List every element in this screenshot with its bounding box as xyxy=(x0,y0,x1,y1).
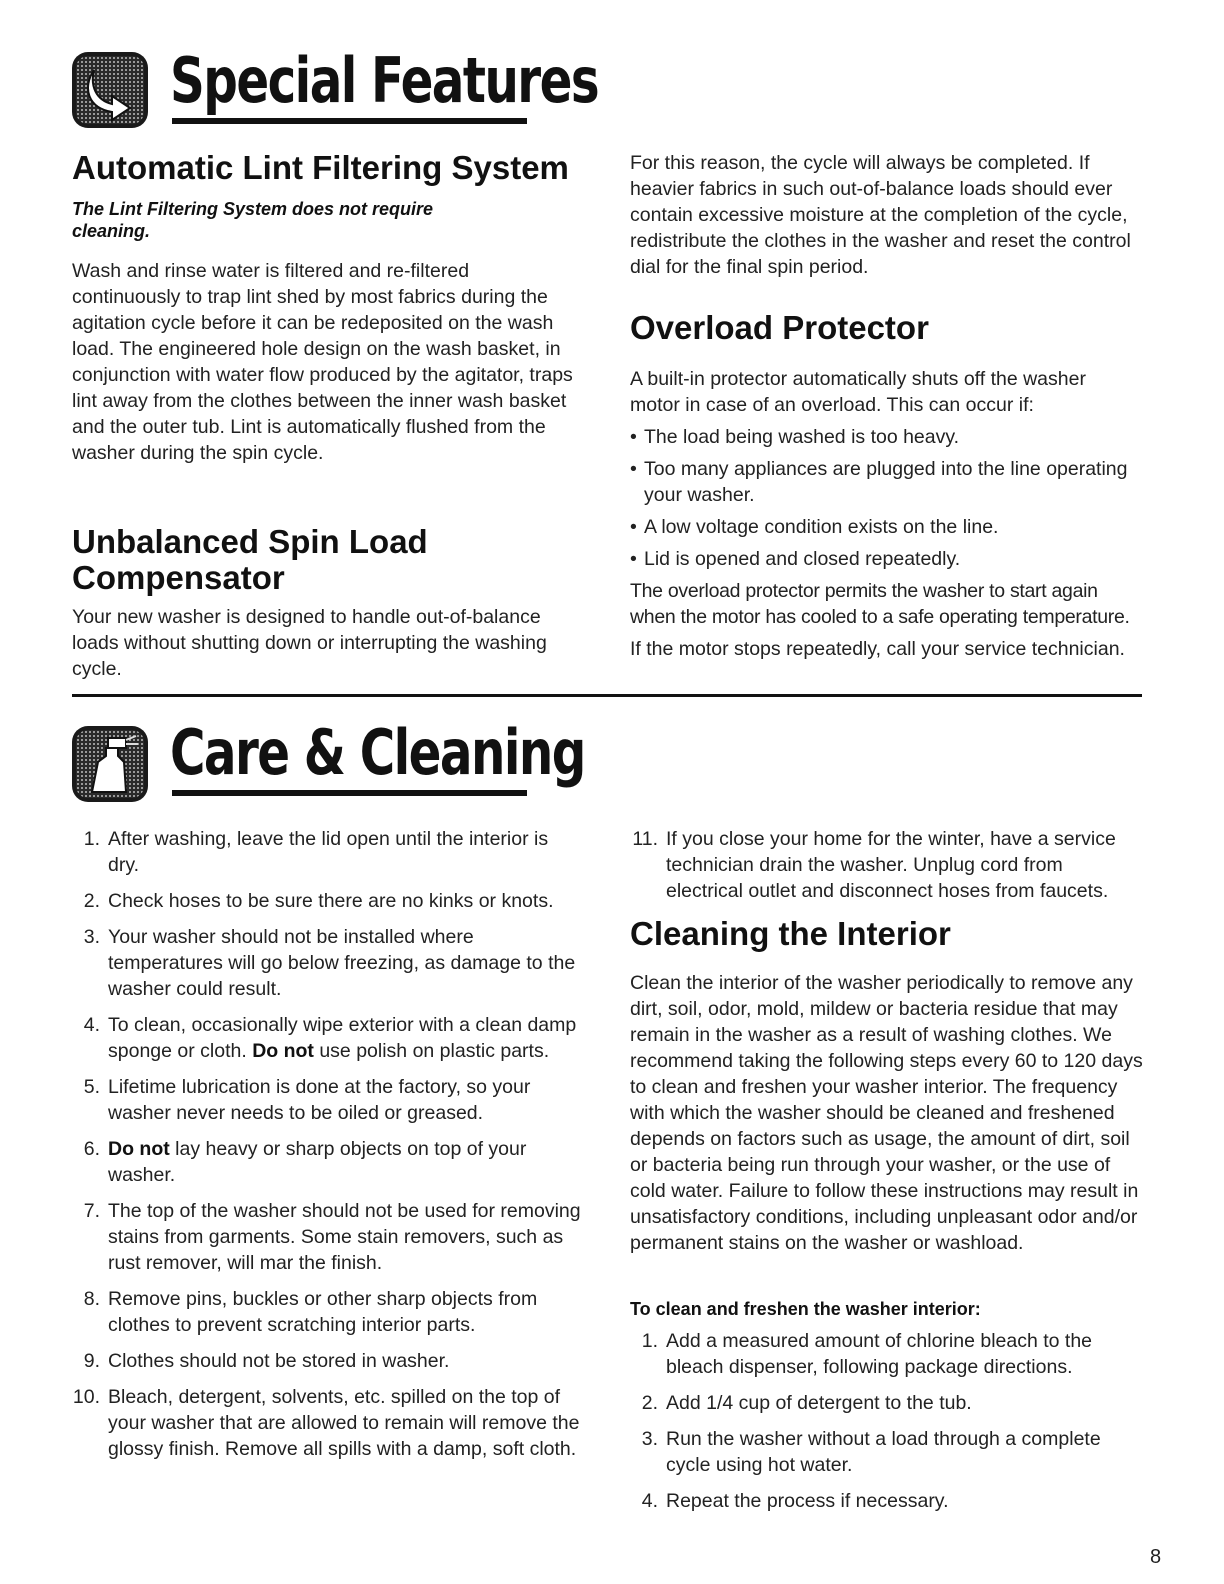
lint-heading: Automatic Lint Filtering System xyxy=(72,149,569,186)
special-features-title: Special Features xyxy=(170,44,599,117)
list-item: 11. If you close your home for the winter, have a service technician drain the washer. Unplug cord from electrical outlet and disconnect hoses from faucets. xyxy=(632,828,1116,902)
care-list-left xyxy=(72,826,582,1472)
overload-intro: A built-in protector automatically shuts off the washer motor in case of an overload. This can occur if: xyxy=(630,368,1086,416)
interior-steps-label: To clean and freshen the washer interior: xyxy=(630,1299,981,1319)
overload-service: If the motor stops repeatedly, call your service technician. xyxy=(630,638,1125,660)
care-cleaning-title: Care & Cleaning xyxy=(170,716,585,789)
section-divider xyxy=(72,694,1142,697)
list-item: 4. To clean, occasionally wipe exterior with a clean damp sponge or cloth. Do not use polish on plastic parts. xyxy=(83,1014,577,1062)
interior-heading: Cleaning the Interior xyxy=(630,915,951,952)
list-item: • Lid is opened and closed repeatedly. xyxy=(630,546,1135,572)
spray-bottle-icon xyxy=(72,726,148,802)
list-item: 2. Add 1/4 cup of detergent to the tub. xyxy=(641,1392,972,1414)
list-item: 3. Run the washer without a load through a complete cycle using hot water. xyxy=(641,1428,1101,1476)
list-item: 10. Bleach, detergent, solvents, etc. spilled on the top of your washer that are allowed to remain will remove the glossy finish. Remove all spills with a damp, soft cloth. xyxy=(72,1386,580,1460)
overload-restart: The overload protector permits the washer to start again when the motor has cooled to a safe operating temperature. xyxy=(630,580,1130,628)
list-item: 3. Your washer should not be installed where temperatures will go below freezing, as damage to the washer could result. xyxy=(83,926,576,1000)
overload-heading: Overload Protector xyxy=(630,309,929,346)
page-number: 8 xyxy=(1150,1546,1162,1568)
list-item: 7. The top of the washer should not be used for removing stains from garments. Some stain removers, such as rust remover, will mar the finish. xyxy=(83,1200,581,1274)
special-features-rule xyxy=(172,118,527,124)
lint-body: Wash and rinse water is filtered and re-filtered continuously to trap lint shed by most fabrics during the agitation cycle before it can be redeposited on the wash load. The engineered hole design on the wash basket, in conjunction with water flow produced by the agitator, traps lint away from the clothes between the inner wash basket and the outer tub. Lint is automatically flushed from the washer during the spin cycle. xyxy=(72,260,573,464)
list-item: 5. Lifetime lubrication is done at the factory, so your washer never needs to be oiled or greased. xyxy=(83,1076,531,1124)
list-item: 9. Clothes should not be stored in washer. xyxy=(83,1350,450,1372)
list-item: 1. Add a measured amount of chlorine bleach to the bleach dispenser, following package directions. xyxy=(641,1330,1093,1378)
care-list-right xyxy=(630,826,1145,914)
list-item: • The load being washed is too heavy. xyxy=(630,424,1135,450)
list-item: • Too many appliances are plugged into the line operating your washer. xyxy=(630,456,1135,508)
interior-steps-list xyxy=(630,1328,1145,1524)
lint-subhead: The Lint Filtering System does not require cleaning. xyxy=(72,199,434,241)
unbalanced-body-continued: For this reason, the cycle will always be completed. If heavier fabrics in such out-of-balance loads should ever contain excessive moisture at the completion of the cycle, redistribute the clothes in the washer and reset the control dial for the final spin period. xyxy=(630,152,1131,278)
arrow-icon xyxy=(72,52,148,128)
list-item: 1. After washing, leave the lid open until the interior is dry. xyxy=(83,828,549,876)
overload-conditions-list xyxy=(630,424,1135,578)
care-cleaning-rule xyxy=(172,790,527,796)
unbalanced-body: Your new washer is designed to handle out-of-balance loads without shutting down or interrupting the washing cycle. xyxy=(72,606,547,680)
list-item: 2. Check hoses to be sure there are no kinks or knots. xyxy=(83,890,554,912)
list-item: 6. Do not lay heavy or sharp objects on top of your washer. xyxy=(83,1138,527,1186)
list-item: 4. Repeat the process if necessary. xyxy=(641,1490,949,1512)
interior-body: Clean the interior of the washer periodically to remove any dirt, soil, odor, mold, mildew or bacteria residue that may remain in the washer as a result of washing clothes. We recommend taking the following steps every 60 to 120 days to clean and freshen your washer interior. The frequency with which the washer should be cleaned and freshened depends on factors such as usage, the amount of dirt, soil or bacteria being run through your washer, or the use of cold water. Failure to follow these instructions may result in unsatisfactory conditions, including unpleasant odor and/or permanent stains on the washer or washload. xyxy=(630,972,1143,1254)
list-item: 8. Remove pins, buckles or other sharp objects from clothes to prevent scratching interior parts. xyxy=(83,1288,538,1336)
list-item: • A low voltage condition exists on the line. xyxy=(630,514,1135,540)
unbalanced-heading: Unbalanced Spin Load Compensator xyxy=(72,523,428,596)
